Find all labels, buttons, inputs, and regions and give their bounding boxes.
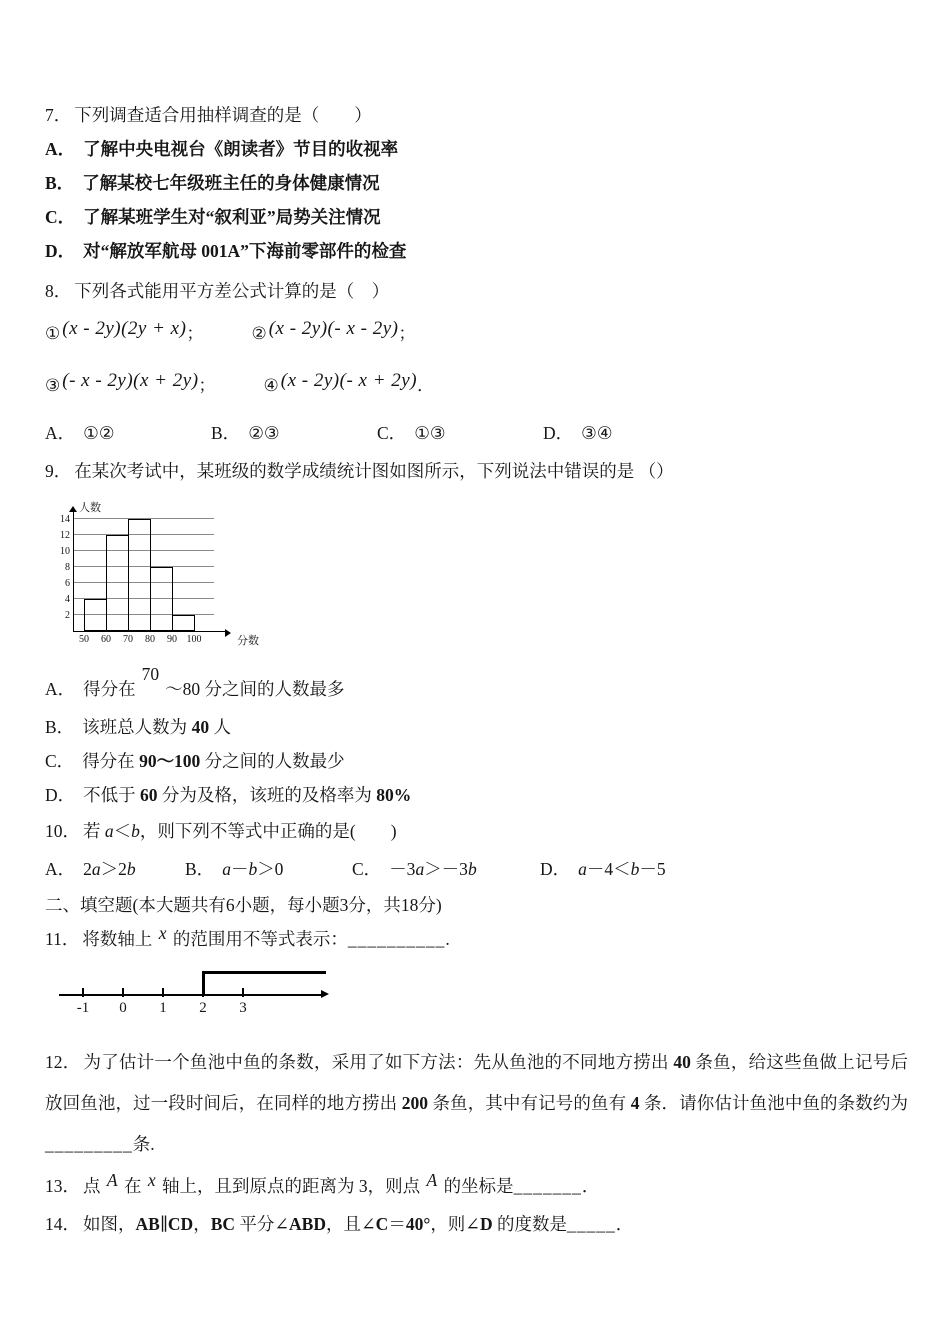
question-10-options	[45, 852, 908, 886]
text-segment: ②③	[248, 423, 280, 443]
x-tick-label: 80	[145, 634, 155, 645]
text-segment: 001A	[196, 241, 241, 261]
option-a-text	[83, 139, 398, 159]
text-segment: 分之间的人数最少	[200, 751, 345, 771]
histogram-bar	[150, 567, 173, 631]
option-c-label: C．	[377, 423, 407, 443]
question-7-number: 7．	[45, 105, 72, 125]
text-segment: 分为及格，该班的及格率为	[157, 785, 377, 805]
option-c-text	[82, 751, 345, 771]
text-segment: b	[467, 859, 477, 879]
formula-row-2	[45, 370, 435, 395]
text-segment: ．	[615, 1214, 634, 1234]
text-segment: ＞0	[257, 859, 284, 879]
text-segment: ＞－3	[424, 859, 468, 879]
text-segment: a	[578, 859, 587, 879]
range-ray-line	[202, 971, 326, 974]
question-11-number: 11．	[45, 929, 80, 949]
question-8-formula-line-2	[45, 360, 908, 412]
text-segment: 80%	[376, 785, 412, 805]
text-segment: (- x - 2y)(x + 2y)	[62, 370, 199, 391]
y-tick-label: 10	[60, 546, 70, 557]
question-9-option-b	[45, 710, 908, 744]
question-8-formula-line-1	[45, 308, 908, 360]
text-segment: 下列各式能用平方差公式计算的是（ ）	[74, 281, 390, 301]
option-b	[211, 416, 377, 450]
text-segment: 40	[191, 717, 210, 737]
question-8-number: 8．	[45, 281, 72, 301]
text-segment: __________	[347, 929, 446, 949]
text-segment: 条．请你估计鱼池中鱼的条数约为	[639, 1093, 909, 1113]
text-segment: 40°	[405, 1214, 431, 1234]
question-13	[45, 1169, 908, 1203]
histogram-bar	[106, 535, 129, 631]
text-segment: ，则∠	[430, 1214, 480, 1234]
question-11	[45, 922, 908, 1028]
text-segment: 2	[83, 859, 92, 879]
question-7-stem	[45, 98, 908, 132]
text-segment: 不低于	[83, 785, 141, 805]
text-segment: 60	[140, 785, 158, 805]
text-segment: ，且∠	[326, 1214, 376, 1234]
option-a-text	[83, 859, 136, 879]
text-segment: 对“解放军航母	[83, 241, 197, 261]
x-tick-label: 60	[101, 634, 111, 645]
question-7-option-d	[45, 234, 908, 268]
formula-row-1	[45, 318, 416, 343]
text-segment: 下列调查适合用抽样调查的是（ ）	[74, 105, 372, 125]
text-segment: 4	[630, 1093, 640, 1113]
text-segment: CD	[167, 1214, 194, 1234]
text-segment: b	[248, 859, 258, 879]
text-segment: 为了估计一个鱼池中鱼的条数，采用了如下方法：先从鱼池的不同地方捞出	[83, 1052, 674, 1072]
question-9-option-d	[45, 778, 908, 812]
y-tick-label: 6	[65, 578, 70, 589]
question-9-stem	[45, 454, 908, 488]
section-2-header	[45, 888, 908, 922]
y-tick-label: 14	[60, 514, 70, 525]
text-segment: 该班总人数为	[82, 717, 192, 737]
option-d-text	[83, 785, 411, 805]
text-segment: ①③	[414, 423, 446, 443]
tick-label: 3	[239, 1000, 247, 1016]
question-7	[45, 98, 908, 268]
text-segment: ∥	[159, 1214, 168, 1234]
text-segment: (x - 2y)(- x + 2y)	[280, 370, 418, 391]
text-segment: ④	[263, 376, 279, 395]
text-segment: a	[222, 859, 231, 879]
option-d	[540, 852, 666, 886]
text-segment: 条鱼，给这些鱼做上记号后放回鱼池，过一段时间后，在同样的地方捞出	[45, 1052, 908, 1113]
text-segment: a	[91, 859, 101, 879]
question-10	[45, 814, 908, 886]
score-histogram	[45, 500, 295, 652]
text-segment: －3	[389, 859, 416, 879]
section-2-title: 二、填空题(本大题共有6小题，每小题3分，共18分)	[45, 895, 442, 915]
option-b	[185, 852, 352, 886]
text-segment: A	[106, 1169, 118, 1190]
question-7-text	[74, 105, 372, 125]
option-b-text	[82, 717, 231, 737]
text-segment: ．	[581, 1176, 600, 1196]
text-segment: 得分在	[82, 751, 140, 771]
number-line-axis	[59, 994, 323, 996]
text-segment: b	[126, 859, 136, 879]
question-8-options	[45, 416, 908, 450]
option-b-label: B．	[45, 717, 75, 737]
question-14-number: 14．	[45, 1214, 80, 1234]
text-segment: (x - 2y)(- x - 2y)	[268, 318, 399, 339]
text-segment: ．	[417, 376, 435, 395]
text-segment: .	[445, 929, 450, 949]
question-14	[45, 1207, 908, 1241]
text-segment: A	[426, 1169, 438, 1190]
option-a-text	[83, 423, 114, 443]
text-segment: 了解中央电视台《朗读者》节目的收视率	[83, 139, 399, 159]
histogram-bar	[172, 615, 195, 631]
question-10-number: 10．	[45, 821, 80, 841]
text-segment: ②	[251, 324, 267, 343]
option-d-label: D．	[540, 859, 571, 879]
range-boundary-line	[202, 971, 205, 995]
text-segment: 了解某班学生对“叙利亚”局势关注情况	[83, 207, 381, 227]
text-segment: a	[104, 821, 114, 841]
option-c-label: C．	[45, 751, 75, 771]
y-tick-label: 2	[65, 610, 70, 621]
option-c-label: C．	[352, 859, 382, 879]
text-segment: 人	[209, 717, 231, 737]
option-d-label: D．	[45, 785, 76, 805]
option-d	[543, 416, 709, 450]
x-tick-label: 90	[167, 634, 177, 645]
question-8	[45, 274, 908, 450]
question-10-stem	[45, 814, 908, 848]
tick-mark	[122, 988, 124, 997]
tick-label: 0	[119, 1000, 127, 1016]
question-8-text	[74, 281, 389, 301]
tick-label: 1	[159, 1000, 167, 1016]
option-c	[377, 416, 543, 450]
text-segment: 平分∠	[235, 1214, 290, 1234]
option-c-label: C．	[45, 207, 76, 227]
text-segment: b	[630, 859, 640, 879]
text-segment: ～80 分之间的人数最多	[165, 679, 345, 699]
text-segment: 70	[141, 664, 160, 685]
text-segment: 若	[83, 821, 105, 841]
option-b-label: B．	[185, 859, 215, 879]
text-segment: 的坐标是	[439, 1176, 514, 1196]
question-13-text	[83, 1169, 600, 1196]
text-segment: x	[158, 922, 167, 943]
text-segment: 200	[401, 1093, 428, 1113]
option-a-label: A．	[45, 679, 76, 699]
question-13-number: 13．	[45, 1176, 80, 1196]
option-c-text	[389, 859, 477, 879]
text-segment: 在某次考试中，某班级的数学成绩统计图如图所示，下列说法中错误的是 （）	[74, 461, 674, 481]
option-b-text	[82, 173, 380, 193]
tick-mark	[242, 988, 244, 997]
text-segment: 在	[119, 1176, 146, 1196]
question-11-stem	[45, 922, 908, 956]
number-line-figure	[53, 964, 363, 1028]
option-a-label: A．	[45, 423, 76, 443]
x-tick-label: 70	[123, 634, 133, 645]
option-a-label: A．	[45, 139, 76, 159]
option-c-text	[83, 207, 381, 227]
option-a-text	[83, 664, 345, 699]
text-segment: 轴上，且到原点的距离为 3，则点	[157, 1176, 425, 1196]
text-segment: ③④	[581, 423, 613, 443]
text-segment: ，则下列不等式中正确的是( )	[139, 821, 397, 841]
text-segment: －4＜	[586, 859, 631, 879]
text-segment: BC	[210, 1214, 235, 1234]
option-d-text	[581, 423, 612, 443]
text-segment: －	[230, 859, 249, 879]
question-14-text	[83, 1214, 633, 1234]
text-segment: 条鱼，其中有记号的鱼有	[427, 1093, 631, 1113]
question-12	[45, 1042, 908, 1165]
text-segment: 40	[673, 1052, 691, 1072]
question-7-option-b	[45, 166, 908, 200]
text-segment: 将数轴上	[82, 929, 157, 949]
text-segment: 90～100	[139, 751, 201, 771]
text-segment: C	[375, 1214, 389, 1234]
option-b-label: B．	[211, 423, 241, 443]
text-segment: 了解某校七年级班主任的身体健康情况	[82, 173, 380, 193]
text-segment: －5	[639, 859, 666, 879]
text-segment: ；	[186, 324, 204, 343]
question-9-text	[74, 461, 673, 481]
x-axis-label: 分数	[237, 635, 259, 647]
tick-label: -1	[76, 1000, 90, 1016]
text-segment: ①②	[83, 423, 115, 443]
text-segment: _____	[567, 1214, 616, 1234]
y-tick-label: 4	[65, 594, 70, 605]
histogram-bar	[84, 599, 107, 631]
text-segment: b	[131, 821, 140, 841]
text-segment: AB	[135, 1214, 160, 1234]
question-9-number: 9．	[45, 461, 72, 481]
tick-mark	[82, 988, 84, 997]
text-segment: 的范围用不等式表示：	[168, 929, 348, 949]
option-d-label: D．	[45, 241, 76, 261]
text-segment: a	[415, 859, 425, 879]
tick-mark	[162, 988, 164, 997]
histogram-plot-area	[60, 511, 226, 645]
x-tick-label: 50	[79, 634, 89, 645]
text-segment: ”下海前零部件的检查	[240, 241, 407, 261]
text-segment: ＝	[388, 1214, 406, 1234]
option-d-label: D．	[543, 423, 574, 443]
text-segment: ①	[45, 324, 61, 343]
text-segment: ，	[193, 1214, 211, 1234]
option-b-label: B．	[45, 173, 75, 193]
y-tick-label: 8	[65, 562, 70, 573]
option-b-text	[248, 423, 279, 443]
text-segment: ＜	[113, 821, 132, 841]
y-tick-label: 12	[60, 530, 70, 541]
option-a	[45, 852, 185, 886]
question-9-option-a	[45, 660, 908, 710]
text-segment: ABD	[289, 1214, 326, 1234]
option-a	[45, 416, 211, 450]
text-segment: 点	[83, 1176, 105, 1196]
x-tick-label: 100	[186, 634, 202, 645]
question-9	[45, 454, 908, 812]
question-8-stem	[45, 274, 908, 308]
option-a-label: A．	[45, 859, 76, 879]
text-segment: x	[147, 1169, 156, 1190]
option-d-text	[83, 241, 406, 261]
option-c	[352, 852, 540, 886]
option-c-text	[414, 423, 445, 443]
y-axis-label: 人数	[79, 502, 101, 514]
question-7-option-c	[45, 200, 908, 234]
text-segment: 的度数是	[492, 1214, 567, 1234]
text-segment: 得分在	[83, 679, 136, 699]
tick-label: 2	[199, 1000, 207, 1016]
text-segment: ③	[45, 376, 61, 395]
question-10-text	[83, 821, 397, 841]
question-9-option-c	[45, 744, 908, 778]
question-7-option-a	[45, 132, 908, 166]
number-line-arrow-icon	[321, 990, 333, 998]
histogram-bar	[128, 519, 151, 631]
text-segment: ＞2	[100, 859, 127, 879]
question-11-text	[82, 922, 450, 949]
text-segment: D	[479, 1214, 493, 1234]
question-12-number: 12．	[45, 1052, 81, 1072]
text-segment: ；	[198, 376, 216, 395]
text-segment: _______	[513, 1176, 582, 1196]
option-d-text	[578, 859, 666, 879]
option-b-text	[222, 859, 283, 879]
question-12-text	[45, 1052, 908, 1154]
text-segment: (x - 2y)(2y + x)	[62, 318, 187, 339]
text-segment: ；	[398, 324, 416, 343]
text-segment: 如图，	[83, 1214, 136, 1234]
text-segment: _________	[45, 1134, 133, 1154]
text-segment: 条.	[132, 1134, 155, 1154]
